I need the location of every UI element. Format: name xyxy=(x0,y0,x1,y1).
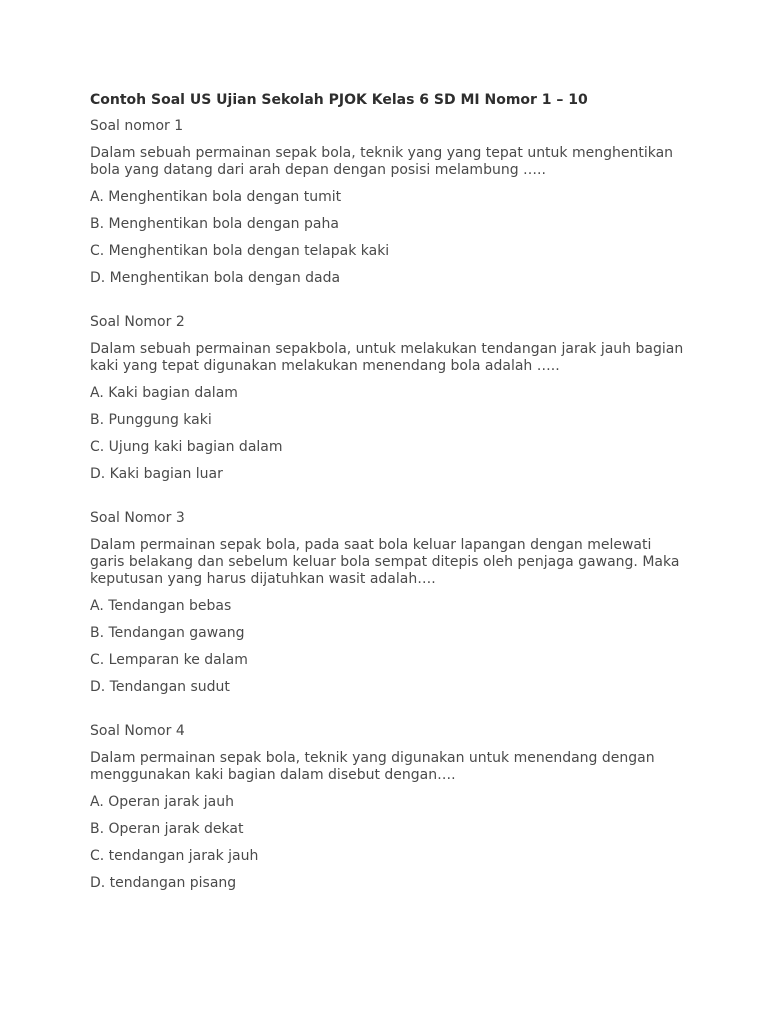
answer-option-b: B. Punggung kaki xyxy=(90,412,212,428)
answer-option-d: D. Tendangan sudut xyxy=(90,679,230,695)
question-label: Soal Nomor 3 xyxy=(90,510,185,526)
answer-option-c: C. Lemparan ke dalam xyxy=(90,652,248,668)
answer-option-c: C. Ujung kaki bagian dalam xyxy=(90,439,283,455)
answer-option-c: C. tendangan jarak jauh xyxy=(90,848,259,864)
question-block-1 xyxy=(90,118,690,287)
document-title: Contoh Soal US Ujian Sekolah PJOK Kelas 6 SD MI Nomor 1 – 10 xyxy=(90,92,588,108)
answer-option-b: B. Tendangan gawang xyxy=(90,625,245,641)
document-content xyxy=(90,91,690,902)
answer-option-a: A. Kaki bagian dalam xyxy=(90,385,238,401)
question-label: Soal nomor 1 xyxy=(90,118,184,134)
question-text: Dalam permainan sepak bola, pada saat bola keluar lapangan dengan melewati garis belakang dan sebelum keluar bola sempat ditepis oleh penjaga gawang. Maka keputusan yang harus dijatuhkan wasit adalah…. xyxy=(90,537,680,587)
answer-option-b: B. Menghentikan bola dengan paha xyxy=(90,216,339,232)
answer-option-d: D. Kaki bagian luar xyxy=(90,466,223,482)
question-text: Dalam sebuah permainan sepakbola, untuk melakukan tendangan jarak jauh bagian kaki yang tepat digunakan melakukan menendang bola adalah ….. xyxy=(90,341,684,374)
question-text: Dalam sebuah permainan sepak bola, teknik yang yang tepat untuk menghentikan bola yang datang dari arah depan dengan posisi melambung ….. xyxy=(90,145,674,178)
answer-option-d: D. tendangan pisang xyxy=(90,875,237,891)
question-label: Soal Nomor 4 xyxy=(90,723,185,739)
question-text: Dalam permainan sepak bola, teknik yang digunakan untuk menendang dengan menggunakan kaki bagian dalam disebut dengan…. xyxy=(90,750,655,783)
answer-option-d: D. Menghentikan bola dengan dada xyxy=(90,270,341,286)
question-block-2 xyxy=(90,314,690,483)
answer-option-a: A. Menghentikan bola dengan tumit xyxy=(90,189,342,205)
question-label: Soal Nomor 2 xyxy=(90,314,185,330)
answer-option-c: C. Menghentikan bola dengan telapak kaki xyxy=(90,243,390,259)
answer-option-a: A. Operan jarak jauh xyxy=(90,794,234,810)
answer-option-b: B. Operan jarak dekat xyxy=(90,821,244,837)
question-block-3 xyxy=(90,510,690,696)
answer-option-a: A. Tendangan bebas xyxy=(90,598,232,614)
question-block-4 xyxy=(90,723,690,892)
